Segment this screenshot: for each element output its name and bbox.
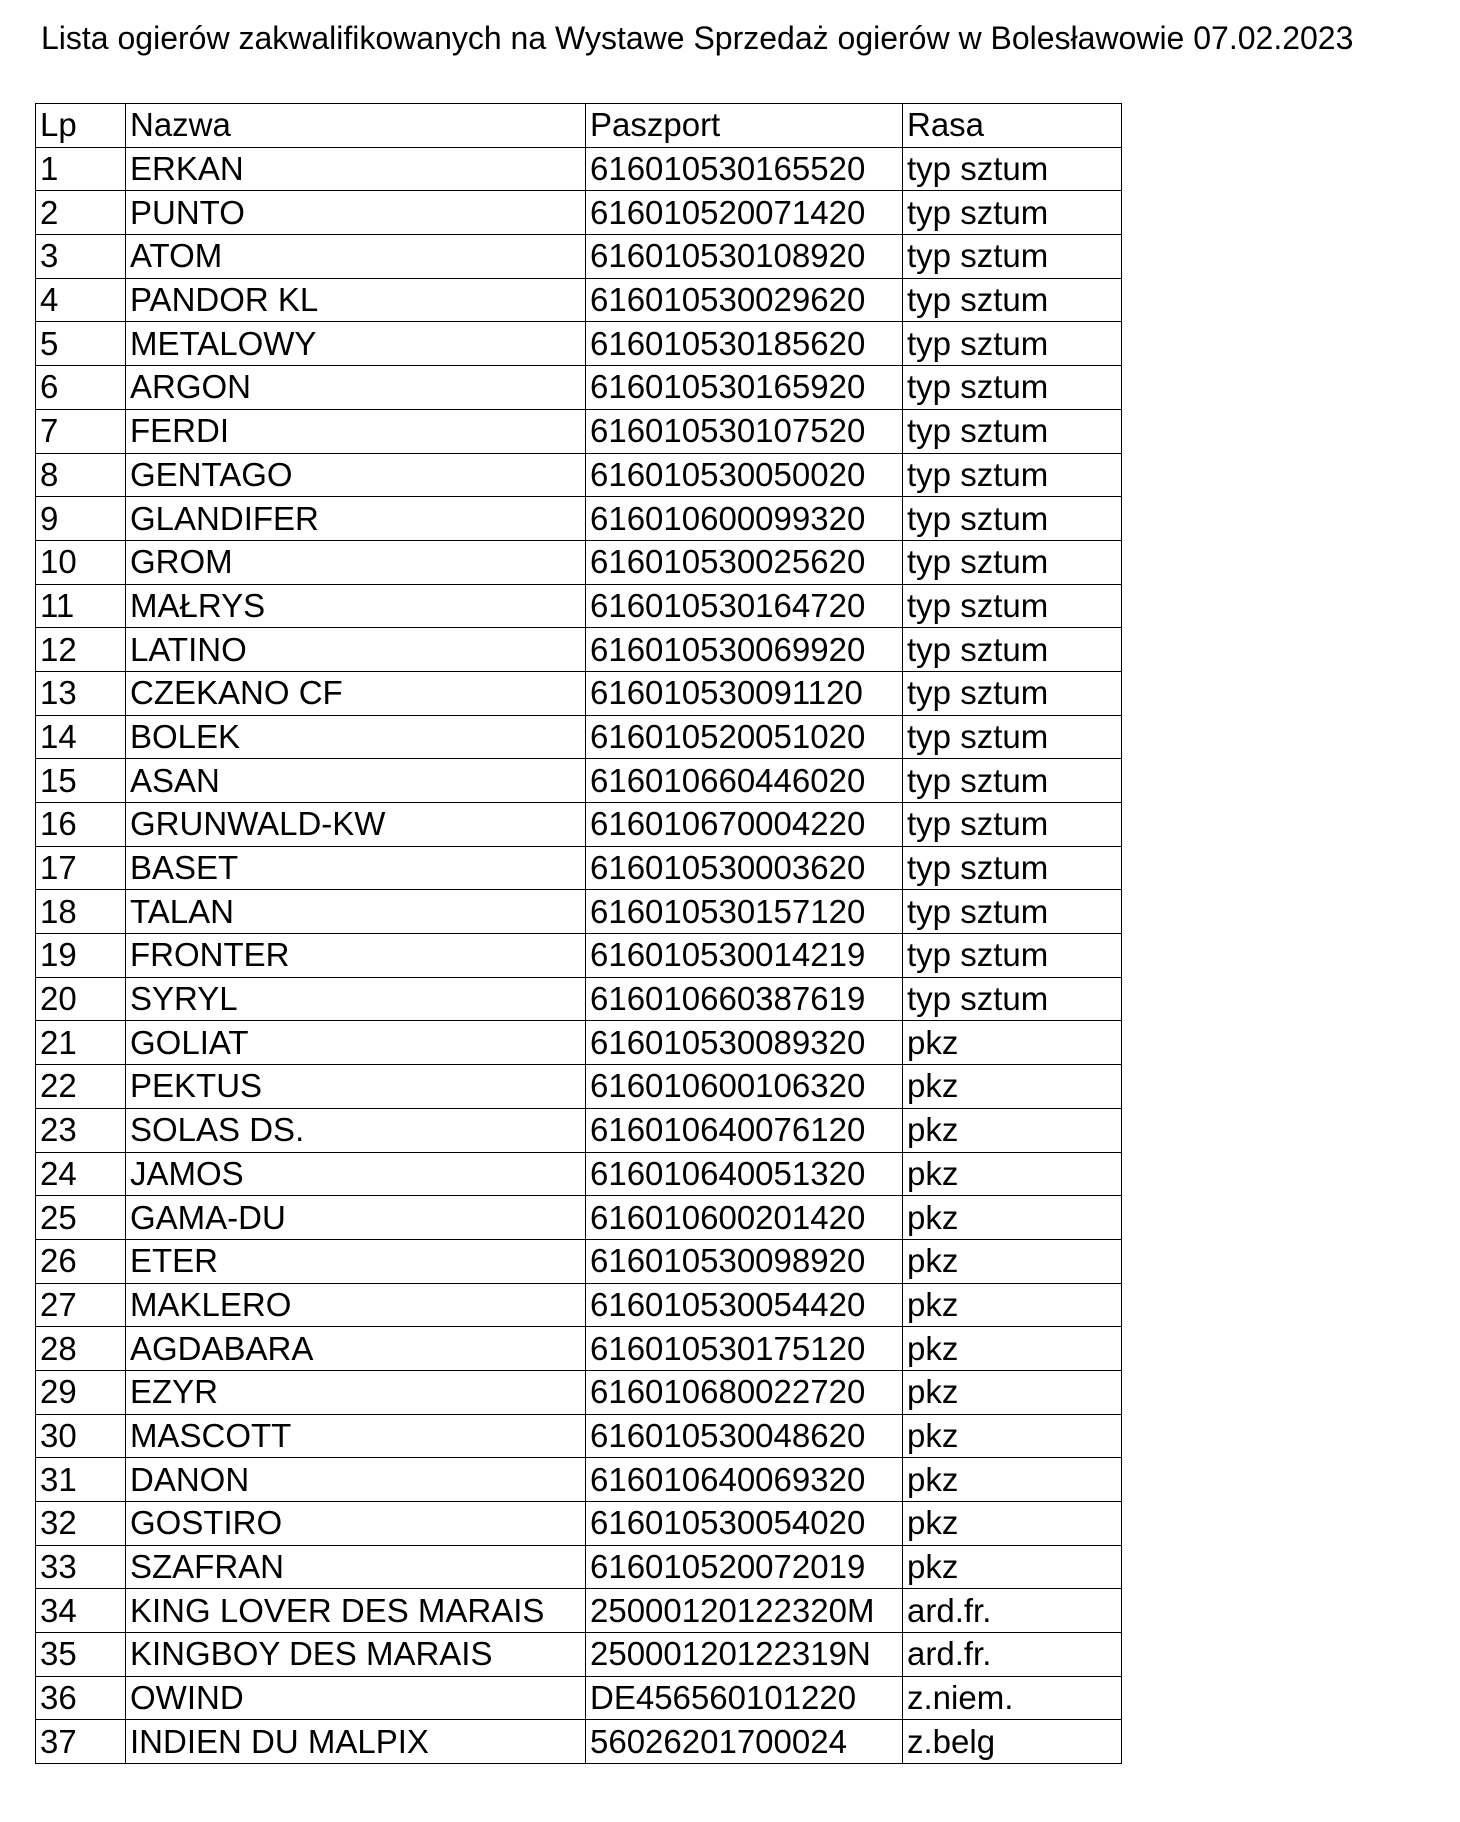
cell-passport: 616010530165520 [586, 147, 903, 191]
cell-passport: 616010530003620 [586, 846, 903, 890]
header-name: Nazwa [126, 104, 586, 148]
header-breed: Rasa [903, 104, 1122, 148]
table-row [36, 540, 1122, 584]
cell-name: ARGON [126, 366, 586, 410]
cell-name: DANON [126, 1458, 586, 1502]
cell-breed: ard.fr. [903, 1589, 1122, 1633]
cell-name: BASET [126, 846, 586, 890]
table-body [36, 147, 1122, 1763]
cell-name: METALOWY [126, 322, 586, 366]
cell-lp: 25 [36, 1196, 126, 1240]
cell-passport: 616010600099320 [586, 497, 903, 541]
cell-passport: 616010530165920 [586, 366, 903, 410]
cell-breed: typ sztum [903, 584, 1122, 628]
cell-passport: 616010680022720 [586, 1370, 903, 1414]
cell-passport: 616010530157120 [586, 890, 903, 934]
cell-lp: 32 [36, 1502, 126, 1546]
table-row [36, 1414, 1122, 1458]
cell-breed: pkz [903, 1283, 1122, 1327]
cell-breed: pkz [903, 1327, 1122, 1371]
table-header [36, 104, 1122, 148]
cell-breed: typ sztum [903, 715, 1122, 759]
cell-lp: 22 [36, 1065, 126, 1109]
table-row [36, 1502, 1122, 1546]
cell-lp: 12 [36, 628, 126, 672]
cell-passport: 616010520072019 [586, 1545, 903, 1589]
table-row [36, 584, 1122, 628]
cell-passport: 616010640076120 [586, 1108, 903, 1152]
cell-name: BOLEK [126, 715, 586, 759]
cell-passport: 616010530107520 [586, 409, 903, 453]
cell-breed: typ sztum [903, 147, 1122, 191]
cell-name: PANDOR KL [126, 278, 586, 322]
cell-lp: 17 [36, 846, 126, 890]
cell-lp: 36 [36, 1676, 126, 1720]
cell-breed: typ sztum [903, 453, 1122, 497]
cell-breed: pkz [903, 1239, 1122, 1283]
table-row [36, 1327, 1122, 1371]
cell-passport: 56026201700024 [586, 1720, 903, 1764]
cell-lp: 1 [36, 147, 126, 191]
cell-lp: 18 [36, 890, 126, 934]
cell-name: TALAN [126, 890, 586, 934]
table-row [36, 278, 1122, 322]
table-row [36, 1108, 1122, 1152]
table-row [36, 453, 1122, 497]
cell-breed: pkz [903, 1021, 1122, 1065]
cell-passport: 616010530164720 [586, 584, 903, 628]
cell-breed: pkz [903, 1502, 1122, 1546]
cell-name: FRONTER [126, 934, 586, 978]
cell-lp: 28 [36, 1327, 126, 1371]
cell-name: PEKTUS [126, 1065, 586, 1109]
table-row [36, 1458, 1122, 1502]
table-row [36, 1370, 1122, 1414]
stallion-list-table [35, 103, 1122, 1764]
table-row [36, 1065, 1122, 1109]
cell-passport: 616010600106320 [586, 1065, 903, 1109]
cell-name: EZYR [126, 1370, 586, 1414]
cell-passport: 616010530025620 [586, 540, 903, 584]
cell-lp: 11 [36, 584, 126, 628]
cell-breed: pkz [903, 1458, 1122, 1502]
cell-breed: typ sztum [903, 497, 1122, 541]
cell-passport: 616010600201420 [586, 1196, 903, 1240]
table-row [36, 1545, 1122, 1589]
cell-name: SYRYL [126, 977, 586, 1021]
cell-lp: 5 [36, 322, 126, 366]
table-row [36, 322, 1122, 366]
cell-passport: 616010530054420 [586, 1283, 903, 1327]
cell-passport: 616010530185620 [586, 322, 903, 366]
cell-lp: 27 [36, 1283, 126, 1327]
cell-breed: pkz [903, 1545, 1122, 1589]
cell-passport: 616010520071420 [586, 191, 903, 235]
cell-breed: typ sztum [903, 235, 1122, 279]
cell-name: GRUNWALD-KW [126, 803, 586, 847]
cell-name: GLANDIFER [126, 497, 586, 541]
cell-passport: 616010640069320 [586, 1458, 903, 1502]
cell-breed: typ sztum [903, 759, 1122, 803]
cell-lp: 14 [36, 715, 126, 759]
table-row [36, 759, 1122, 803]
cell-breed: typ sztum [903, 540, 1122, 584]
cell-lp: 30 [36, 1414, 126, 1458]
header-lp: Lp [36, 104, 126, 148]
cell-passport: 616010530054020 [586, 1502, 903, 1546]
cell-passport: 616010530048620 [586, 1414, 903, 1458]
cell-name: PUNTO [126, 191, 586, 235]
cell-name: GAMA-DU [126, 1196, 586, 1240]
cell-name: GOSTIRO [126, 1502, 586, 1546]
cell-lp: 31 [36, 1458, 126, 1502]
cell-name: LATINO [126, 628, 586, 672]
cell-breed: typ sztum [903, 934, 1122, 978]
cell-name: INDIEN DU MALPIX [126, 1720, 586, 1764]
cell-name: GROM [126, 540, 586, 584]
cell-passport: 616010530108920 [586, 235, 903, 279]
table-row [36, 1196, 1122, 1240]
table-row [36, 846, 1122, 890]
cell-name: GENTAGO [126, 453, 586, 497]
cell-passport: 616010660446020 [586, 759, 903, 803]
cell-name: ETER [126, 1239, 586, 1283]
cell-passport: 25000120122319N [586, 1633, 903, 1677]
cell-breed: typ sztum [903, 803, 1122, 847]
cell-breed: typ sztum [903, 409, 1122, 453]
cell-lp: 37 [36, 1720, 126, 1764]
table-row [36, 1720, 1122, 1764]
cell-name: GOLIAT [126, 1021, 586, 1065]
cell-breed: pkz [903, 1196, 1122, 1240]
cell-name: MAŁRYS [126, 584, 586, 628]
header-row [36, 104, 1122, 148]
table-row [36, 890, 1122, 934]
cell-passport: DE456560101220 [586, 1676, 903, 1720]
cell-lp: 3 [36, 235, 126, 279]
cell-lp: 21 [36, 1021, 126, 1065]
table-row [36, 803, 1122, 847]
cell-passport: 616010530050020 [586, 453, 903, 497]
table-row [36, 1633, 1122, 1677]
cell-name: FERDI [126, 409, 586, 453]
cell-breed: typ sztum [903, 671, 1122, 715]
cell-lp: 24 [36, 1152, 126, 1196]
cell-lp: 19 [36, 934, 126, 978]
cell-breed: pkz [903, 1152, 1122, 1196]
cell-breed: typ sztum [903, 366, 1122, 410]
cell-passport: 616010530175120 [586, 1327, 903, 1371]
cell-lp: 29 [36, 1370, 126, 1414]
table-row [36, 235, 1122, 279]
cell-name: MAKLERO [126, 1283, 586, 1327]
cell-passport: 616010530029620 [586, 278, 903, 322]
cell-name: JAMOS [126, 1152, 586, 1196]
cell-name: MASCOTT [126, 1414, 586, 1458]
cell-name: OWIND [126, 1676, 586, 1720]
document-title: Lista ogierów zakwalifikowanych na Wystawe Sprzedaż ogierów w Bolesławowie 07.02.2023 [41, 20, 1354, 56]
cell-breed: typ sztum [903, 278, 1122, 322]
cell-passport: 616010530014219 [586, 934, 903, 978]
table-row [36, 1239, 1122, 1283]
cell-lp: 34 [36, 1589, 126, 1633]
cell-lp: 2 [36, 191, 126, 235]
cell-breed: pkz [903, 1065, 1122, 1109]
cell-lp: 20 [36, 977, 126, 1021]
table-row [36, 671, 1122, 715]
table-row [36, 1283, 1122, 1327]
table-row [36, 366, 1122, 410]
cell-lp: 35 [36, 1633, 126, 1677]
cell-passport: 616010640051320 [586, 1152, 903, 1196]
cell-lp: 10 [36, 540, 126, 584]
table-row [36, 977, 1122, 1021]
cell-breed: typ sztum [903, 977, 1122, 1021]
cell-passport: 616010530069920 [586, 628, 903, 672]
cell-name: KING LOVER DES MARAIS [126, 1589, 586, 1633]
table-row [36, 409, 1122, 453]
cell-name: AGDABARA [126, 1327, 586, 1371]
cell-lp: 6 [36, 366, 126, 410]
header-passport: Paszport [586, 104, 903, 148]
cell-passport: 25000120122320M [586, 1589, 903, 1633]
cell-name: ERKAN [126, 147, 586, 191]
cell-breed: typ sztum [903, 628, 1122, 672]
cell-breed: pkz [903, 1370, 1122, 1414]
table-row [36, 191, 1122, 235]
table-row [36, 1152, 1122, 1196]
cell-passport: 616010520051020 [586, 715, 903, 759]
cell-name: KINGBOY DES MARAIS [126, 1633, 586, 1677]
cell-lp: 23 [36, 1108, 126, 1152]
cell-lp: 9 [36, 497, 126, 541]
table-row [36, 1021, 1122, 1065]
cell-breed: pkz [903, 1108, 1122, 1152]
table-row [36, 147, 1122, 191]
cell-passport: 616010530091120 [586, 671, 903, 715]
cell-lp: 33 [36, 1545, 126, 1589]
cell-lp: 16 [36, 803, 126, 847]
cell-name: CZEKANO CF [126, 671, 586, 715]
table-row [36, 497, 1122, 541]
cell-passport: 616010530089320 [586, 1021, 903, 1065]
cell-lp: 13 [36, 671, 126, 715]
cell-lp: 15 [36, 759, 126, 803]
cell-breed: typ sztum [903, 890, 1122, 934]
cell-name: SOLAS DS. [126, 1108, 586, 1152]
cell-lp: 4 [36, 278, 126, 322]
cell-lp: 26 [36, 1239, 126, 1283]
cell-name: SZAFRAN [126, 1545, 586, 1589]
cell-breed: ard.fr. [903, 1633, 1122, 1677]
cell-lp: 8 [36, 453, 126, 497]
cell-passport: 616010670004220 [586, 803, 903, 847]
cell-name: ATOM [126, 235, 586, 279]
cell-breed: z.belg [903, 1720, 1122, 1764]
cell-breed: pkz [903, 1414, 1122, 1458]
table-row [36, 628, 1122, 672]
cell-lp: 7 [36, 409, 126, 453]
cell-breed: typ sztum [903, 846, 1122, 890]
cell-passport: 616010660387619 [586, 977, 903, 1021]
cell-passport: 616010530098920 [586, 1239, 903, 1283]
table-row [36, 1676, 1122, 1720]
cell-breed: z.niem. [903, 1676, 1122, 1720]
cell-breed: typ sztum [903, 322, 1122, 366]
cell-breed: typ sztum [903, 191, 1122, 235]
table-row [36, 1589, 1122, 1633]
table-row [36, 715, 1122, 759]
cell-name: ASAN [126, 759, 586, 803]
table-row [36, 934, 1122, 978]
